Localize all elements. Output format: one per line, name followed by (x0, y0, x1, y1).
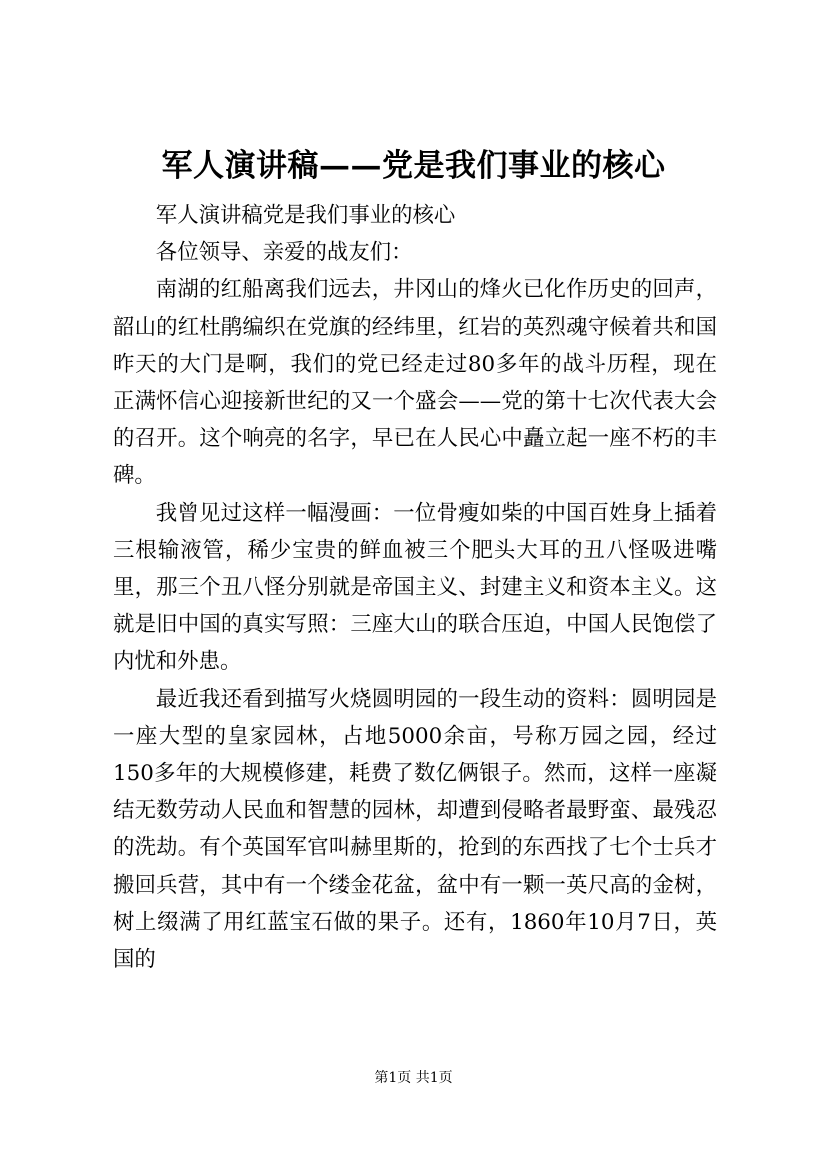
paragraph-salutation: 各位领导、亲爱的战友们： (155, 240, 413, 266)
paragraph-2: 我曾见过这样一幅漫画：一位骨瘦如柴的中国百姓身上插着三根输液管，稀少宝贵的鲜血被三个肥头大耳的丑八怪吸进嘴里，那三个丑八怪分别就是帝国主义、封建主义和资本主义。这就是旧中国的真实写照：三座大山的联合压迫，中国人民饱偿了内忧和外患。 (113, 500, 717, 675)
paragraph-subtitle: 军人演讲稿党是我们事业的核心 (155, 203, 456, 228)
page-footer: 第1页 共1页 (374, 1070, 453, 1086)
document-body (113, 197, 717, 978)
paragraph-3: 最近我还看到描写火烧圆明园的一段生动的资料：圆明园是一座大型的皇家园林，占地5000余亩，号称万园之园，经过150多年的大规模修建，耗费了数亿俩银子。然而，这样一座凝结无数劳动人民血和智慧的园林，却遭到侵略者最野蛮、最残忍的洗劫。有个英国军官叫赫里斯的，抢到的东西找了七个士兵才搬回兵营，其中有一个缕金花盆，盆中有一颗一英尺高的金树，树上缀满了用红蓝宝石做的果子。还有，1860年10月7日，英国的 (113, 686, 717, 973)
paragraph-1: 南湖的红船离我们远去，井冈山的烽火已化作历史的回声，韶山的红杜鹃编织在党旗的经纬里，红岩的英烈魂守候着共和国昨天的大门是啊，我们的党已经走过80多年的战斗历程，现在正满怀信心迎接新世纪的又一个盛会——党的第十七次代表大会的召开。这个响亮的名字，早已在人民心中矗立起一座不朽的丰碑。 (113, 277, 717, 489)
document-title: 军人演讲稿——党是我们事业的核心 (161, 148, 666, 184)
